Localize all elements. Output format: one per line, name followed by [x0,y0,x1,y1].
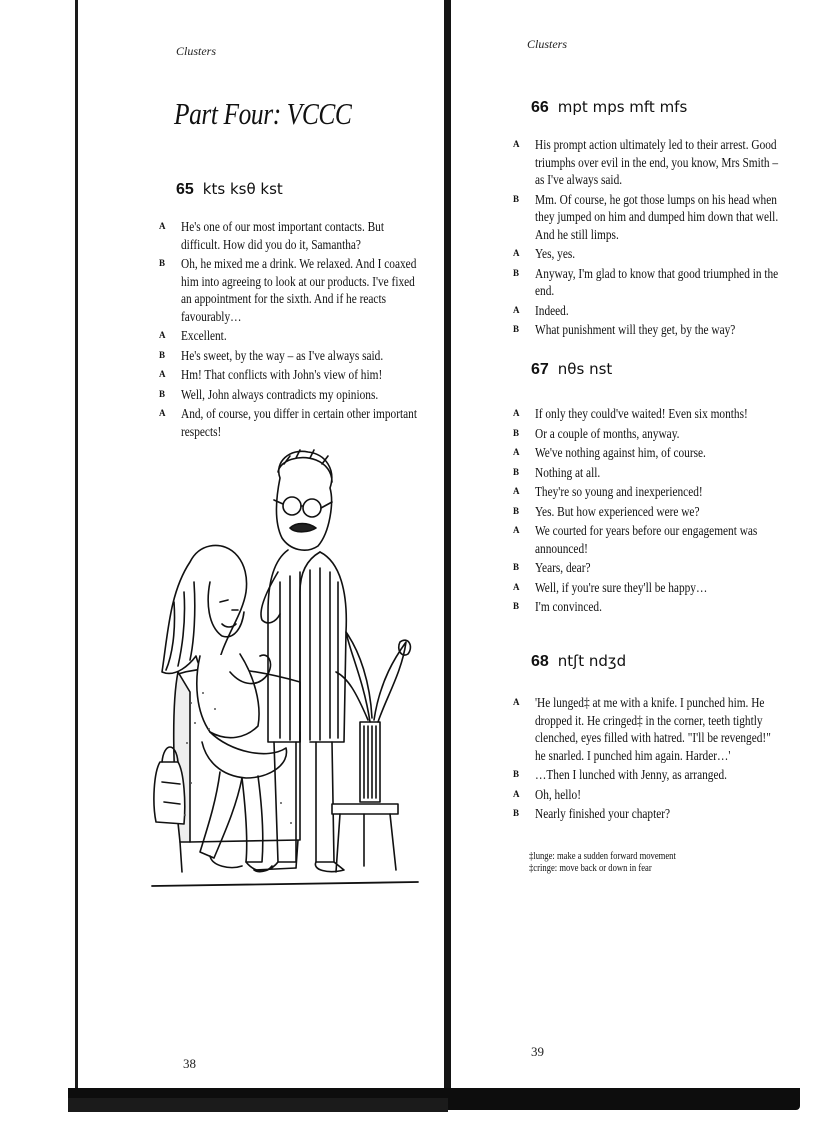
line-text: And, of course, you differ in certain other important respects! [181,406,418,439]
dress-dot [214,708,216,710]
speaker-label: B [513,562,520,572]
dialogue-line [513,766,781,784]
line-text: Yes, yes. [535,246,576,261]
line-text: Oh, hello! [535,786,581,802]
footnote: ‡cringe: move back or down in fear [529,863,652,874]
line-text: He's sweet, by the way – as I've always said. [181,347,384,363]
speaker-label: B [513,324,520,334]
dialogue-line [513,191,781,244]
speaker-label: B [159,388,166,399]
dialogue-line [513,265,781,300]
line-text: They're so young and inexperienced! [535,484,703,499]
dialogue-line [513,444,781,462]
speaker-label: B [513,808,520,818]
speaker-label: B [513,505,520,516]
dialogue-line [159,386,420,404]
dialogue-line [513,483,781,501]
line-text: Indeed. [535,302,569,318]
line-text: Anyway, I'm glad to know that good triumphed in the end. [535,265,779,298]
book-gutter [444,0,451,1090]
speaker-label: A [513,697,520,707]
dialogue-line [513,302,781,320]
speaker-label: A [159,408,166,418]
dialogue-line [513,321,781,339]
chair-dot [186,742,188,744]
dialogue-line [159,327,420,345]
dialogue-line [513,522,781,557]
chair-dot [280,802,282,804]
dialogue-line [513,425,781,443]
line-text: Years, dear? [535,560,591,575]
dialogue-line [513,245,781,263]
chair-dot [190,782,192,784]
section-number: 66 [531,99,549,116]
dialogue-line [513,579,781,597]
part-title: Part Four: VCCC [174,96,352,131]
dialogue-line [513,694,781,764]
speaker-label: A [513,304,520,315]
line-text: 'He lunged‡ at me with a knife. I punched him. He dropped it. He cringed‡ in the corner, teeth tightly clenched, eyes filled with hatred. "I'll be revenged!" he snarled. I punched him again. Harder…' [535,695,771,763]
section-67-dialogue [513,405,781,618]
speaker-label: B [513,769,520,779]
line-text: Oh, he mixed me a drink. We relaxed. And I coaxed him into agreeing to look at our products. I've fixed an appointment for the sixth. And if he reacts favourably… [181,256,417,324]
line-text: He's one of our most important contacts. But difficult. How did you do it, Samantha? [181,219,385,252]
dialogue-line [513,405,781,423]
dialogue-line [513,503,781,521]
line-text: If only they could've waited! Even six months! [535,406,748,421]
speaker-label: B [513,466,520,477]
line-text: Or a couple of months, anyway. [535,425,680,441]
speaker-label: A [513,447,520,457]
footnotes [529,851,676,875]
dialogue-line [513,464,781,482]
section-number: 68 [531,653,549,670]
line-text: We courted for years before our engagement was announced! [535,523,758,556]
dialogue-line [159,366,420,384]
right-page-number: 39 [531,1044,544,1059]
line-text: Well, if you're sure they'll be happy… [535,579,708,595]
section-phonemes: nθs nst [557,360,613,378]
speaker-label: A [513,525,520,535]
section-phonemes: mpt mps mft mfs [557,98,688,116]
speaker-label: A [159,221,166,231]
cartoon-drawing [150,442,420,888]
speaker-label: A [513,408,520,418]
line-text: Well, John always contradicts my opinions. [181,386,379,402]
dialogue-line [513,136,781,189]
left-page-edge [75,0,78,1112]
section-68-dialogue [513,694,781,825]
line-text: I'm convinced. [535,599,602,614]
footnote: ‡lunge: make a sudden forward movement [529,851,676,862]
speaker-label: B [513,267,520,278]
line-text: Hm! That conflicts with John's view of him! [181,367,383,382]
speaker-label: A [513,139,520,149]
scan-shadow-bottom-left [68,1098,448,1112]
dress-dot [208,728,210,730]
line-text: …Then I lunched with Jenny, as arranged. [535,767,728,782]
left-page-number: 38 [183,1056,196,1071]
dialogue-line [159,347,420,365]
right-running-head: Clusters [527,37,568,51]
section-65-heading [176,180,283,199]
dialogue-line [513,598,781,616]
line-text: Yes. But how experienced were we? [535,503,700,519]
line-text: Mm. Of course, he got those lumps on his head when they jumped on him and dumped him down that well. And he still limps. [535,191,779,242]
section-phonemes: kts ksθ kst [202,180,283,198]
dialogue-line [159,218,420,253]
illustration-couple [150,442,420,888]
dialogue-line [513,805,781,823]
line-text: His prompt action ultimately led to their arrest. Good triumphs over evil in the end, you know, Mrs Smith – as I've always said. [535,137,779,187]
dress-dot [194,722,196,724]
speaker-label: A [513,788,520,799]
line-text: What punishment will they get, by the way? [535,322,736,337]
speaker-label: A [513,486,520,496]
speaker-label: A [513,581,520,592]
dress-dot [190,702,192,704]
speaker-label: B [513,601,520,611]
section-68-heading [531,652,626,671]
section-number: 65 [176,181,194,198]
chair-dot [290,822,292,824]
speaker-label: B [513,193,520,204]
dialogue-line [513,559,781,577]
dialogue-line [513,786,781,804]
dialogue-line [159,405,420,440]
speaker-label: B [159,349,166,360]
section-66-heading [531,98,687,117]
left-running-head: Clusters [176,44,217,58]
speaker-label: A [513,248,520,258]
line-text: Excellent. [181,328,227,343]
dialogue-line [159,255,420,325]
section-65-dialogue [159,218,420,442]
section-number: 67 [531,361,549,378]
speaker-label: A [159,369,166,379]
speaker-label: B [159,258,166,268]
dress-dot [202,692,204,694]
speaker-label: B [513,427,520,438]
section-phonemes: ntʃt ndʒd [557,652,627,670]
speaker-label: A [159,330,166,340]
line-text: Nearly finished your chapter? [535,806,671,821]
line-text: We've nothing against him, of course. [535,445,706,460]
line-text: Nothing at all. [535,464,601,480]
section-66-dialogue [513,136,781,341]
section-67-heading [531,360,612,379]
chair-dot [184,814,186,816]
